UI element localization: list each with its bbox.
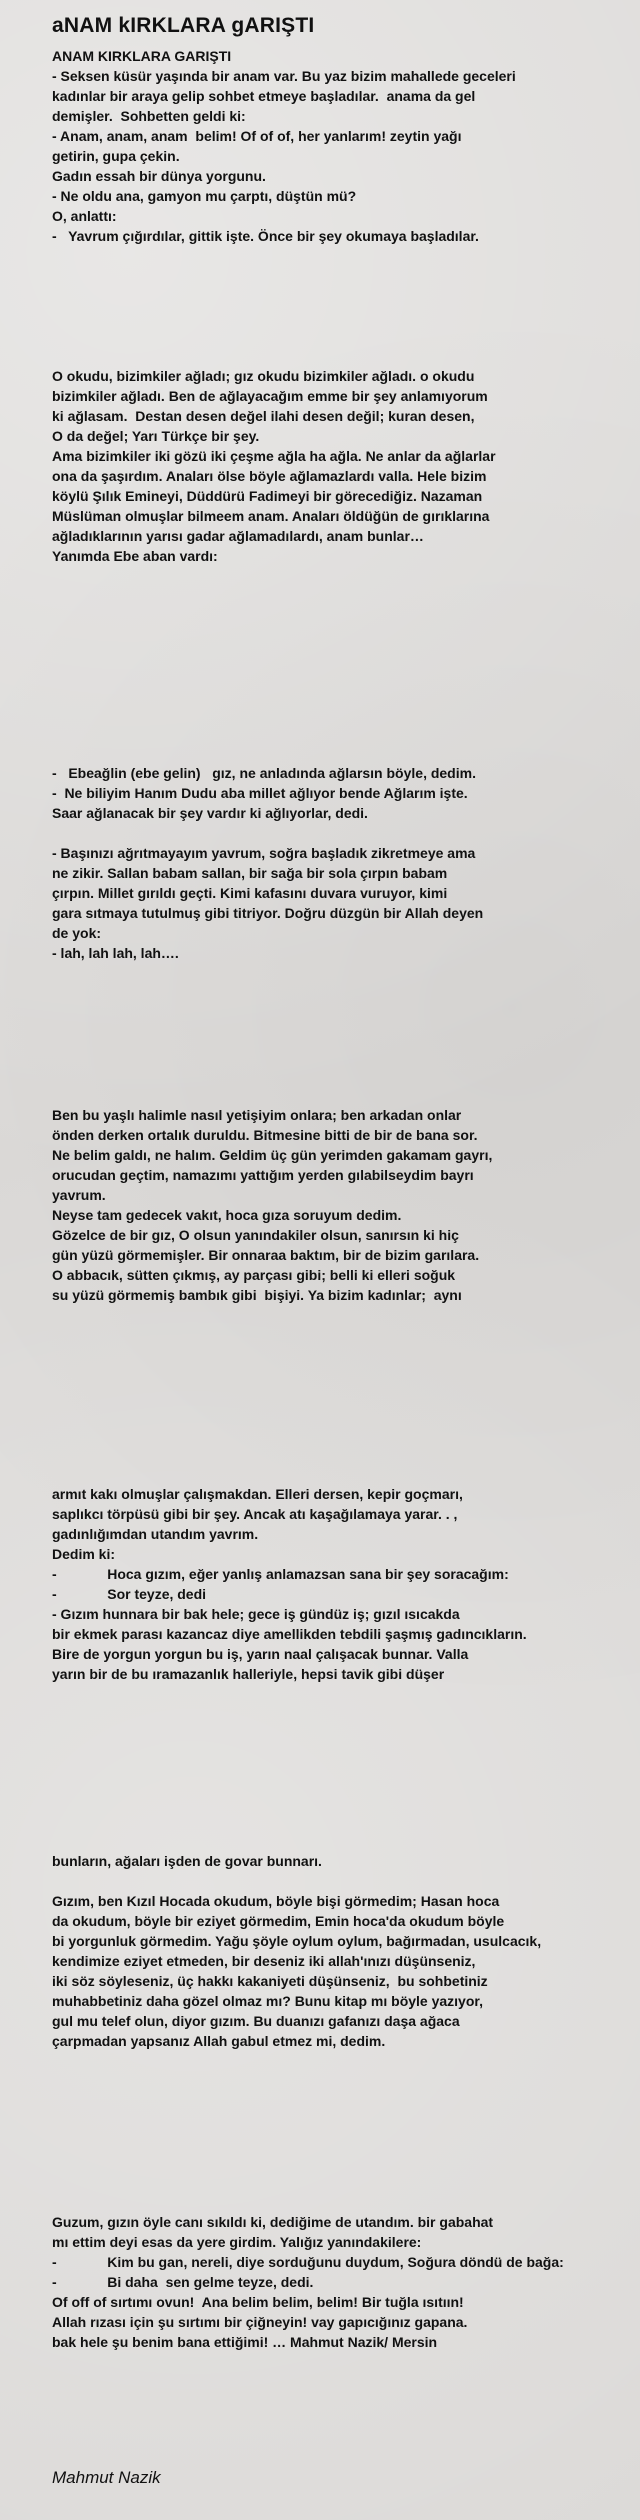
poem-stanza-1: ANAM KIRKLARA GARIŞTI - Seksen küsür yaşında bir anam var. Bu yaz bizim mahallede geceleri kadınlar bir araya gelip sohbet etmeye başladılar. anama da gel demişler. Sohbetten geldi ki: - Anam, anam, anam belim! Of of of, her yanlarım! zeytin yağı getirin, gupa çekin. Gadın essah bir dünya yorgunu. - Ne oldu ana, gamyon mu çarptı, düştün mü? O, anlattı: - Yavrum çığırdılar, gittik işte. Önce bir şey okumaya başladılar. <box>52 48 516 244</box>
poem-stanza-6: bunların, ağaları işden de govar bunnarı. Gızım, ben Kızıl Hocada okudum, böyle bişi görmedim; Hasan hoca da okudum, böyle bir eziyet görmedim, Emin hoca'da okudum böyle bi yorgunluk görmedim. Yağu şöyle oylum oylum, bağırmadan, usulcacık, kendimize eziyet etmeden, bir deseniz iki allah'ınızı düşünseniz, iki söz söyleseniz, üç hakkı kakaniyeti düşünseniz, bu sohbetiniz muhabbetiniz daha gözel olmaz mı? Bunu kitap mı böyle yazıyor, gul mu telef olun, diyor gızım. Bu duanızı gafanızı daşa ağaca çarpmadan yapsanız Allah gabul etmez mi, dedim. <box>52 1853 542 2049</box>
poem-stanza-5: armıt kakı olmuşlar çalışmakdan. Elleri dersen, kepir goçmarı, saplıkcı törpüsü gibi bir şey. Ancak atı kaşağılamaya yarar. . , gadınlığımdan utandım yavrım. Dedim ki: - Hoca gızım, eğer yanlış anlamazsan sana bir şey soracağım: - Sor teyze, dedi - Gızım hunnara bir bak hele; gece iş gündüz iş; gızıl ısıcakda bir ekmek parası kazancaz diye amellikden tebdili şaşmış gadıncıkların. Bire de yorgun yorgun bu iş, yarın naal çalışacak bunnar. Valla yarın bir de bu ıramazanlık halleriyle, hepsi tavik gibi düşer <box>52 1486 527 1682</box>
poem-stanza-4: Ben bu yaşlı halimle nasıl yetişiyim onlara; ben arkadan onlar önden derken ortalık duruldu. Bitmesine bitti de bir de bana sor. Ne belim galdı, ne halım. Geldim üç gün yerimden gakamam gayrı, orucudan geçtim, namazımı yattığım yerden gılabilseydim bayrı yavrum. Neyse tam gedecek vakıt, hoca gıza soruyum dedim. Gözelce de bir gız, O olsun yanındakiler olsun, sanırsın ki hiç gün yüzü görmemişler. Bir onnaraa baktım, bir de bizim garılara. O abbacık, sütten çıkmış, ay parçası gibi; belli ki elleri soğuk su yüzü görmemiş bambık gibi bişiyi. Ya bizim kadınlar; aynı <box>52 1107 493 1303</box>
poem-title: aNAM kIRKLARA gARIŞTI <box>52 14 315 37</box>
poem-stanza-2: O okudu, bizimkiler ağladı; gız okudu bizimkiler ağladı. o okudu bizimkiler ağladı. Ben de ağlayacağım emme bir şey anlamıyorum ki ağlasam. Destan desen değel ilahi desen değil; kuran desen, O da değel; Yarı Türkçe bir şey. Ama bizimkiler iki gözü iki çeşme ağla ha ağla. Ne anlar da ağlarlar ona da şaşırdım. Anaları ölse böyle ağlamazlardı valla. Hele bizim köylü Şılık Emineyi, Düddürü Fadimeyi bir görecediğiz. Nazaman Müslüman olmuşlar bilmeem anam. Anaları öldüğün de gırıklarına ağladıklarının yarısı gadar ağlamadılardı, anam bunlar… Yanımda Ebe aban vardı: <box>52 368 496 564</box>
poem-stanza-3: - Ebeağlin (ebe gelin) gız, ne anladında ağlarsın böyle, dedim. - Ne biliyim Hanım Dudu aba millet ağlıyor bende Ağlarım işte. Saar ağlanacak bir şey vardır ki ağlıyorlar, dedi. - Başınızı ağrıtmayayım yavrum, soğra başladık zikretmeye ama ne zikir. Sallan babam sallan, bir sağa bir sola çırpın babam çırpın. Millet gırıldı geçti. Kimi kafasını duvara vuruyor, kimi gara sıtmaya tutulmuş gibi titriyor. Doğru düzgün bir Allah deyen de yok: - lah, lah lah, lah…. <box>52 765 484 961</box>
poem-stanza-7: Guzum, gızın öyle canı sıkıldı ki, dediğime de utandım. bir gabahat mı ettim deyi esas da yere girdim. Yalığız yanındakilere: - Kim bu gan, nereli, diye sorduğunu duydum, Soğura döndü de bağa: - Bi daha sen gelme teyze, dedi. Of off of sırtımı ovun! Ana belim belim, belim! Bir tuğla ısıtıın! Allah rızası için şu sırtımı bir çiğneyin! vay gapıcığınız gapana. bak hele şu benim bana ettiğimi! … Mahmut Nazik/ Mersin <box>52 2214 564 2350</box>
author-signature: Mahmut Nazik <box>52 2468 161 2487</box>
